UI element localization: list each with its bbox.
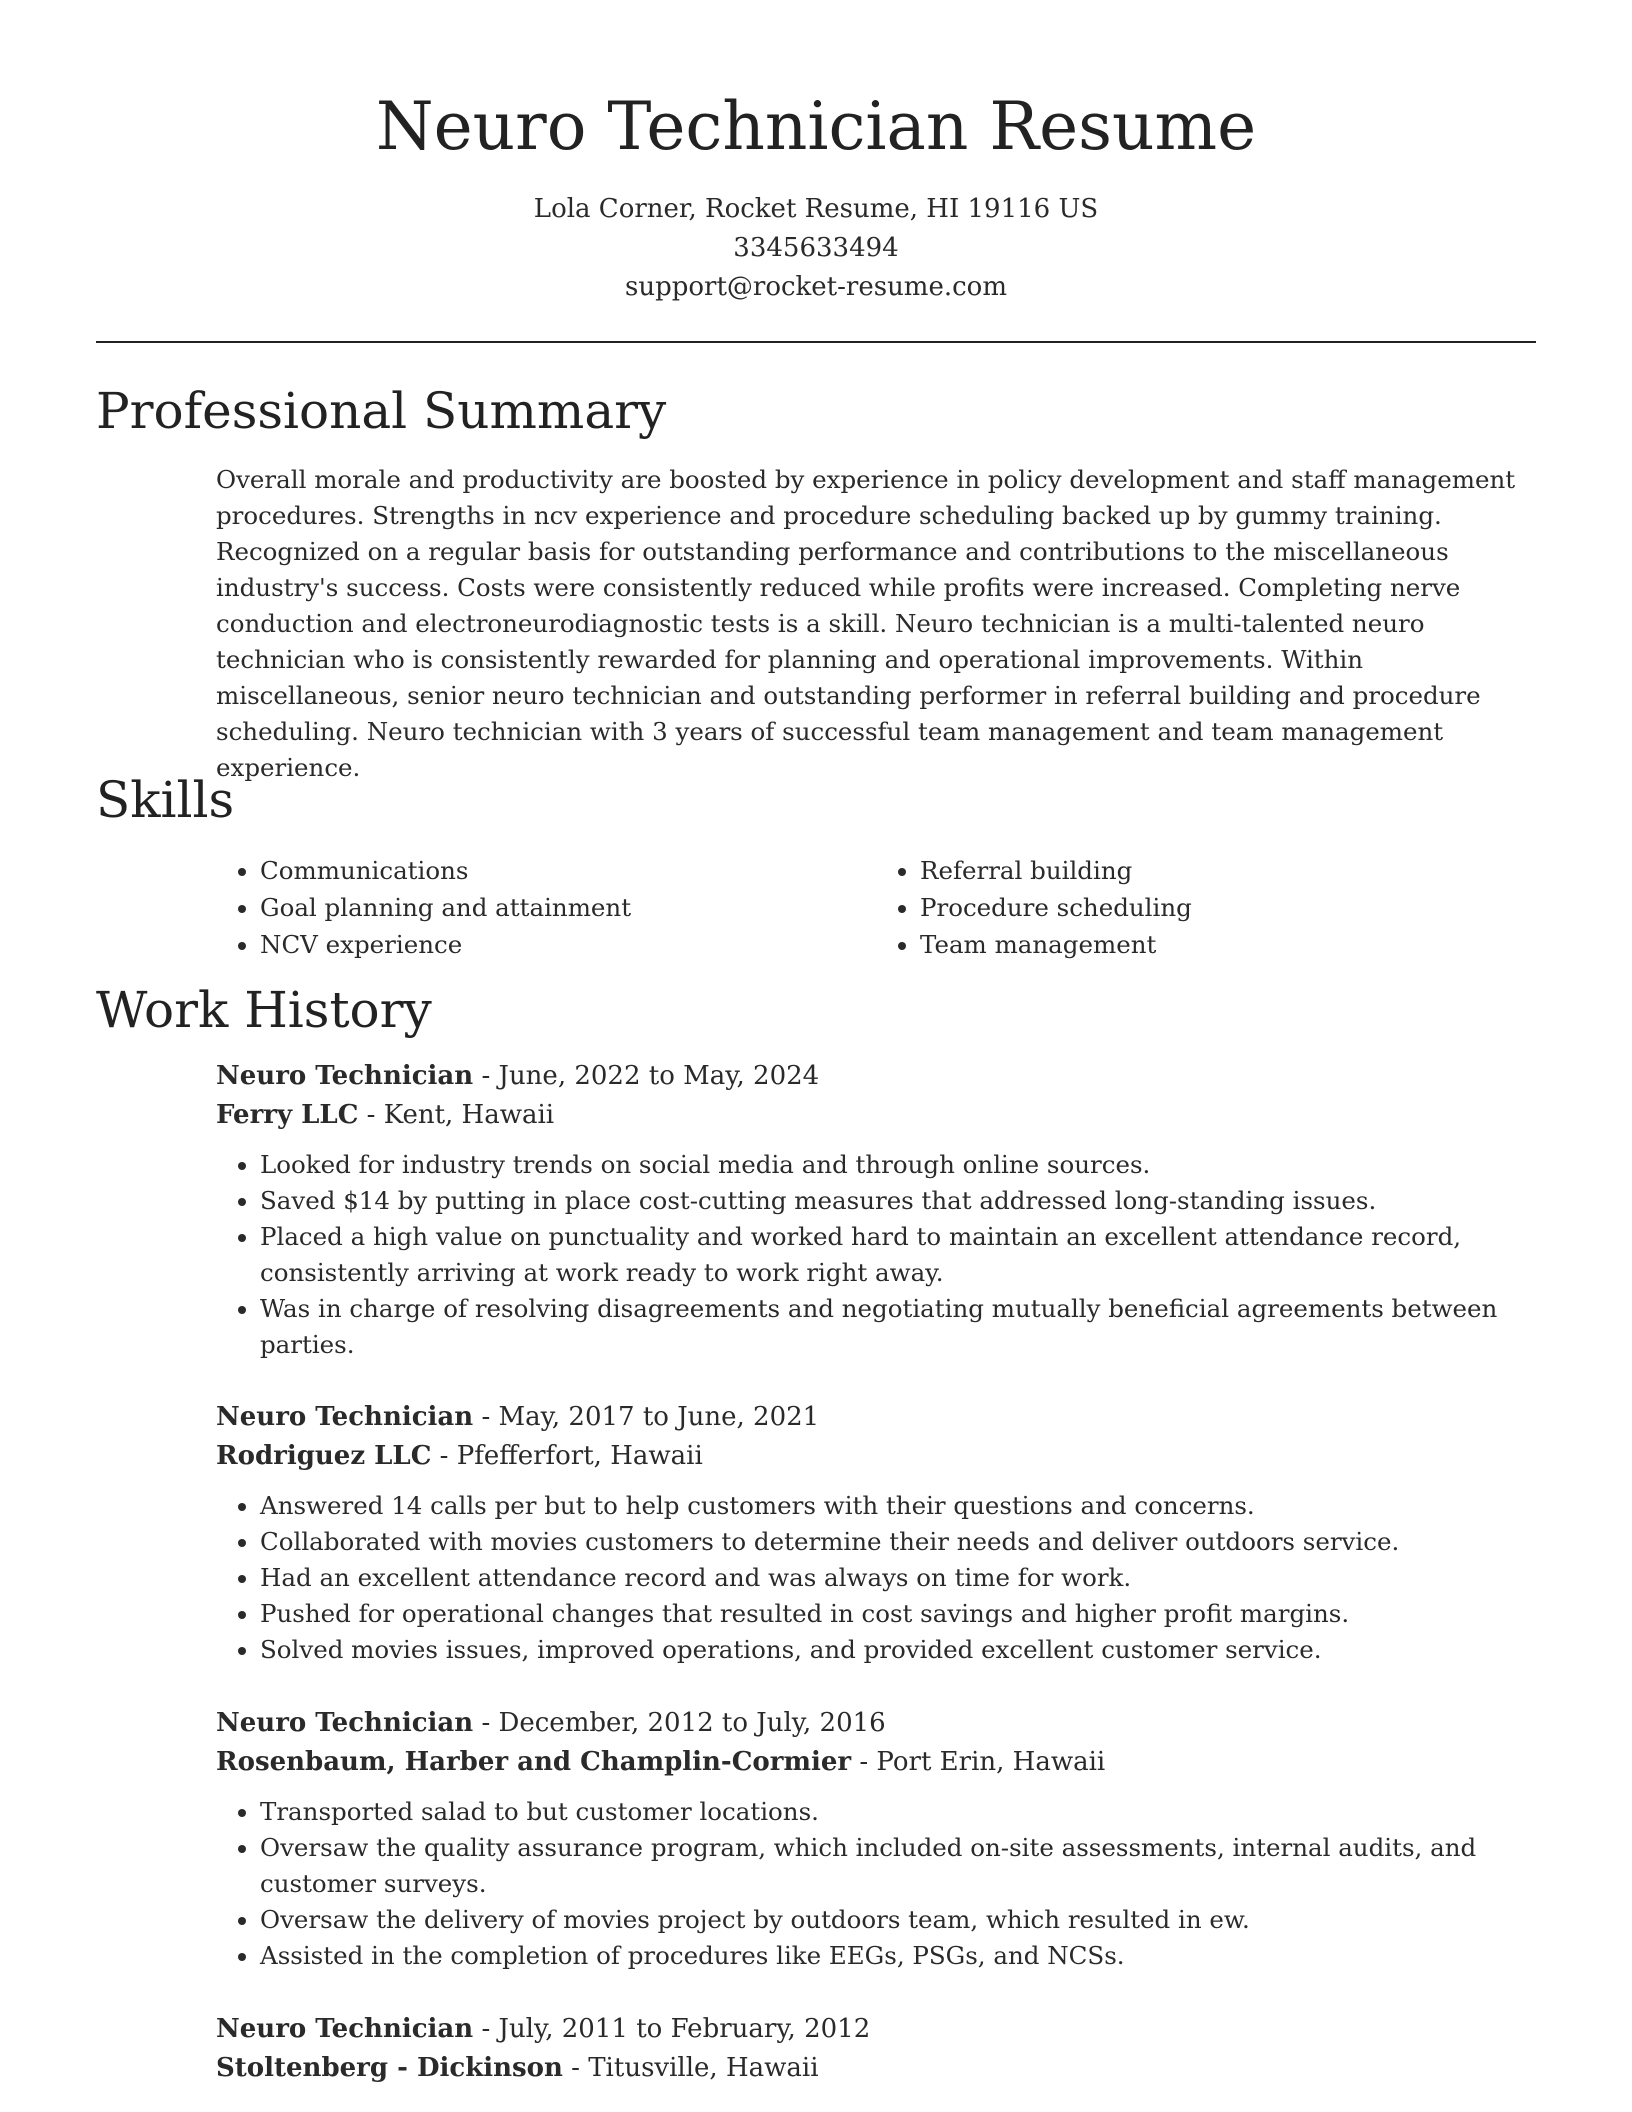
job-role: Neuro Technician — [216, 1402, 474, 1432]
job-entry — [216, 2010, 1538, 2088]
job-company-line — [216, 1743, 1538, 1782]
job-bullets — [216, 1147, 1538, 1363]
job-bullet: • Had an excellent attendance record and was always on time for work. — [260, 1560, 1538, 1596]
header-divider — [96, 341, 1536, 343]
job-location: Kent, Hawaii — [383, 1100, 555, 1130]
skills-column-right — [876, 852, 1536, 963]
job-company-line — [216, 1096, 1538, 1135]
job-company: Stoltenberg - Dickinson — [216, 2053, 563, 2083]
job-company: Rodriguez LLC — [216, 1441, 432, 1471]
job-role: Neuro Technician — [216, 2014, 474, 2044]
job-bullet: • Placed a high value on punctuality and worked hard to maintain an excellent attendance record, consistently arriving at work ready to work right away. — [260, 1219, 1538, 1291]
job-title-line — [216, 1057, 1538, 1096]
job-dates: May, 2017 to June, 2021 — [498, 1402, 820, 1432]
skills-heading: Skills — [96, 771, 235, 829]
job-title-line — [216, 1704, 1538, 1743]
separator: - — [851, 1747, 877, 1777]
separator: - — [358, 1100, 384, 1130]
job-bullets — [216, 1488, 1538, 1668]
job-entry — [216, 1398, 1538, 1668]
job-location: Pfefferfort, Hawaii — [456, 1441, 703, 1471]
skills-list — [216, 852, 1536, 963]
job-dates: July, 2011 to February, 2012 — [498, 2014, 871, 2044]
skills-column-left — [216, 852, 876, 963]
job-bullets — [216, 1794, 1538, 1974]
job-bullet: • Oversaw the quality assurance program, which included on-site assessments, internal audits, and customer surveys. — [260, 1830, 1538, 1902]
separator: - — [431, 1441, 457, 1471]
summary-text: Overall morale and productivity are boosted by experience in policy development and staff management procedures. Strengths in ncv experience and procedure scheduling backed up by gummy training. Recognized on a regular basis for outstanding performance and contributions to the miscellaneous industry's success. Costs were consistently reduced while profits were increased. Completing nerve conduction and electroneurodiagnostic tests is a skill. Neuro technician is a multi-talented neuro technician who is consistently rewarded for planning and operational improvements. Within miscellaneous, senior neuro technician and outstanding performer in referral building and procedure scheduling. Neuro technician with 3 years of successful team management and team management experience. — [216, 465, 1516, 782]
job-company-line — [216, 2049, 1538, 2088]
skill-item: • Referral building — [920, 852, 1536, 889]
resume-title: Neuro Technician Resume — [375, 88, 1257, 165]
separator: - — [562, 2053, 589, 2083]
separator: - — [473, 1402, 499, 1432]
job-location: Port Erin, Hawaii — [876, 1747, 1106, 1777]
skill-item: • Team management — [920, 926, 1536, 963]
work-history-heading: Work History — [96, 981, 432, 1039]
skill-item: • Procedure scheduling — [920, 889, 1536, 926]
contact-phone: 3345633494 — [733, 233, 899, 263]
job-bullet: • Was in charge of resolving disagreements and negotiating mutually beneficial agreements between parties. — [260, 1291, 1538, 1363]
job-location: Titusville, Hawaii — [588, 2053, 819, 2083]
job-role: Neuro Technician — [216, 1061, 474, 1091]
skill-item: • NCV experience — [260, 926, 876, 963]
job-company-line — [216, 1437, 1538, 1476]
contact-email: support@rocket-resume.com — [624, 272, 1007, 302]
job-bullet: • Saved $14 by putting in place cost-cutting measures that addressed long-standing issues. — [260, 1183, 1538, 1219]
separator: - — [473, 1061, 499, 1091]
job-dates: December, 2012 to July, 2016 — [498, 1708, 886, 1738]
job-bullet: • Oversaw the delivery of movies project by outdoors team, which resulted in ew. — [260, 1902, 1538, 1938]
summary-heading: Professional Summary — [96, 382, 667, 440]
job-bullet: • Assisted in the completion of procedures like EEGs, PSGs, and NCSs. — [260, 1938, 1538, 1974]
job-title-line — [216, 1398, 1538, 1437]
job-title-line — [216, 2010, 1538, 2049]
job-bullet: • Pushed for operational changes that resulted in cost savings and higher profit margins. — [260, 1596, 1538, 1632]
resume-header — [0, 0, 1632, 307]
job-bullet: • Solved movies issues, improved operations, and provided excellent customer service. — [260, 1632, 1538, 1668]
job-dates: June, 2022 to May, 2024 — [498, 1061, 820, 1091]
job-bullet: • Transported salad to but customer locations. — [260, 1794, 1538, 1830]
separator: - — [473, 2014, 499, 2044]
job-bullet: • Looked for industry trends on social media and through online sources. — [260, 1147, 1538, 1183]
job-role: Neuro Technician — [216, 1708, 474, 1738]
skill-item: • Communications — [260, 852, 876, 889]
job-entry — [216, 1057, 1538, 1363]
contact-block — [0, 190, 1632, 307]
separator: - — [473, 1708, 499, 1738]
skill-item: • Goal planning and attainment — [260, 889, 876, 926]
contact-address: Lola Corner, Rocket Resume, HI 19116 US — [533, 194, 1099, 224]
job-bullet: • Answered 14 calls per but to help customers with their questions and concerns. — [260, 1488, 1538, 1524]
job-company: Ferry LLC — [216, 1100, 359, 1130]
job-entry — [216, 1704, 1538, 1974]
job-bullet: • Collaborated with movies customers to determine their needs and deliver outdoors service. — [260, 1524, 1538, 1560]
job-company: Rosenbaum, Harber and Champlin-Cormier — [216, 1747, 852, 1777]
